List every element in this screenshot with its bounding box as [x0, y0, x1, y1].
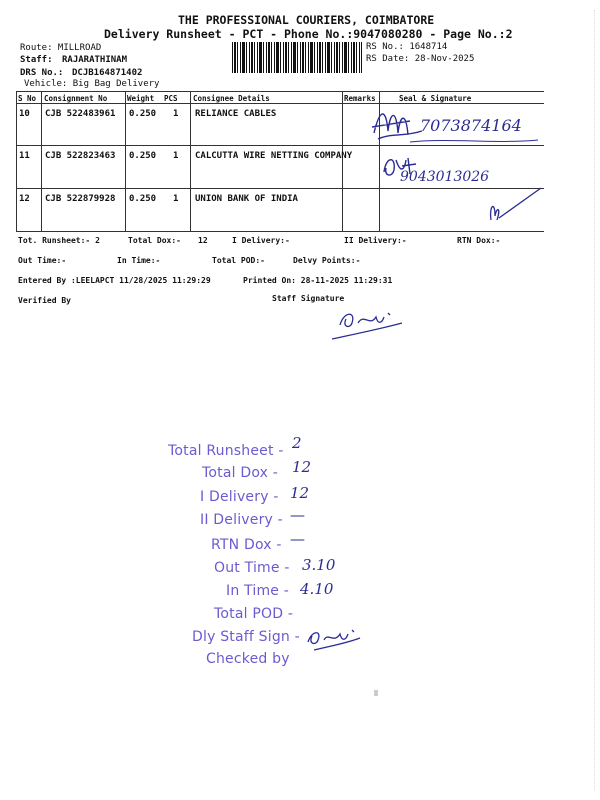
col-header-remarks: Remarks	[344, 94, 376, 103]
stamp-value-ii-delivery: —	[290, 506, 305, 524]
vehicle: Vehicle: Big Bag Delivery	[24, 79, 160, 89]
delvy-points: Delvy Points:-	[293, 256, 361, 265]
col-header-consignee: Consignee Details	[193, 94, 270, 103]
stamp-checked-by: Checked by	[206, 651, 290, 667]
col-header-consignment: Consignment No	[44, 94, 108, 103]
staff-signature-icon	[330, 303, 410, 343]
i-delivery: I Delivery:-	[232, 236, 290, 245]
ii-delivery: II Delivery:-	[344, 236, 407, 245]
total-pod: Total POD:-	[212, 256, 265, 265]
stamp-value-rtn: —	[290, 530, 305, 548]
staff-label: Staff:	[20, 55, 53, 65]
rs-date: RS Date: 28-Nov-2025	[366, 54, 475, 64]
staff-value: RAJARATHINAM	[62, 55, 128, 65]
row-10-consignment: CJB 522483961	[45, 109, 116, 119]
stamp-value-runsheet: 2	[292, 434, 302, 452]
rtn-dox: RTN Dox:-	[457, 236, 501, 245]
rs-no: RS No.: 1648714	[366, 42, 448, 52]
verified-by: Verified By	[18, 296, 71, 305]
tot-runsheet: Tot. Runsheet:- 2	[18, 236, 100, 245]
row-10-phone: 7073874164	[420, 116, 522, 135]
company-title: THE PROFESSIONAL COURIERS, COIMBATORE	[178, 13, 435, 27]
staff-signature-label: Staff Signature	[272, 294, 345, 303]
row-12-pcs: 1	[173, 194, 179, 204]
row-12-consignment: CJB 522879928	[45, 194, 116, 204]
row-10-consignee: RELIANCE CABLES	[195, 109, 277, 119]
row-11-consignment: CJB 522823463	[45, 151, 116, 161]
row-11-phone: 9043013026	[400, 169, 490, 185]
printed-on: Printed On: 28-11-2025 11:29:31	[243, 276, 393, 285]
stamp-rtn-dox: RTN Dox -	[211, 537, 282, 553]
in-time: In Time:-	[117, 256, 161, 265]
stamp-value-i-delivery: 12	[290, 484, 310, 502]
stamp-value-in-time: 4.10	[300, 580, 334, 598]
row-11-sno: 11	[19, 151, 30, 161]
speck-mark	[374, 690, 378, 696]
stamp-total-dox: Total Dox -	[202, 465, 279, 481]
col-header-pcs: PCS	[164, 94, 178, 103]
signature-underline-10-icon	[410, 136, 540, 146]
stamp-in-time: In Time -	[226, 583, 290, 599]
row-12-weight: 0.250	[129, 194, 157, 204]
stamp-total-runsheet: Total Runsheet -	[168, 443, 284, 459]
signature-row-12-icon	[485, 186, 545, 226]
out-time: Out Time:-	[18, 256, 67, 265]
row-10-weight: 0.250	[129, 109, 157, 119]
col-header-seal: Seal & Signature	[399, 94, 472, 103]
stamp-staff-signature-icon	[300, 624, 380, 654]
drs-value: DCJB164871402	[72, 68, 143, 78]
row-12-consignee: UNION BANK OF INDIA	[195, 194, 298, 204]
stamp-staff-sign: Dly Staff Sign -	[192, 629, 300, 645]
stamp-value-out-time: 3.10	[302, 556, 336, 574]
stamp-total-pod: Total POD -	[214, 606, 294, 622]
route: Route: MILLROAD	[20, 43, 102, 53]
row-11-pcs: 1	[173, 151, 179, 161]
col-header-weight: Weight	[127, 94, 155, 103]
row-10-pcs: 1	[173, 109, 179, 119]
runsheet-subtitle: Delivery Runsheet - PCT - Phone No.:9047080280 - Page No.:2	[104, 27, 513, 41]
row-12-sno: 12	[19, 194, 30, 204]
total-dox-label: Total Dox:-	[128, 236, 181, 245]
stamp-out-time: Out Time -	[214, 560, 290, 576]
stamp-value-dox: 12	[292, 458, 312, 476]
edge-line	[594, 10, 596, 790]
drs-label: DRS No.:	[20, 68, 64, 78]
row-11-weight: 0.250	[129, 151, 157, 161]
row-11-consignee: CALCUTTA WIRE NETTING COMPANY	[195, 151, 353, 161]
row-10-sno: 10	[19, 109, 30, 119]
stamp-ii-delivery: II Delivery -	[200, 512, 283, 528]
barcode-icon	[232, 42, 362, 73]
stamp-i-delivery: I Delivery -	[200, 489, 279, 505]
entered-by: Entered By :LEELAPCT 11/28/2025 11:29:29	[18, 276, 211, 285]
col-header-sno: S No	[18, 94, 37, 103]
total-dox-value: 12	[198, 236, 208, 245]
